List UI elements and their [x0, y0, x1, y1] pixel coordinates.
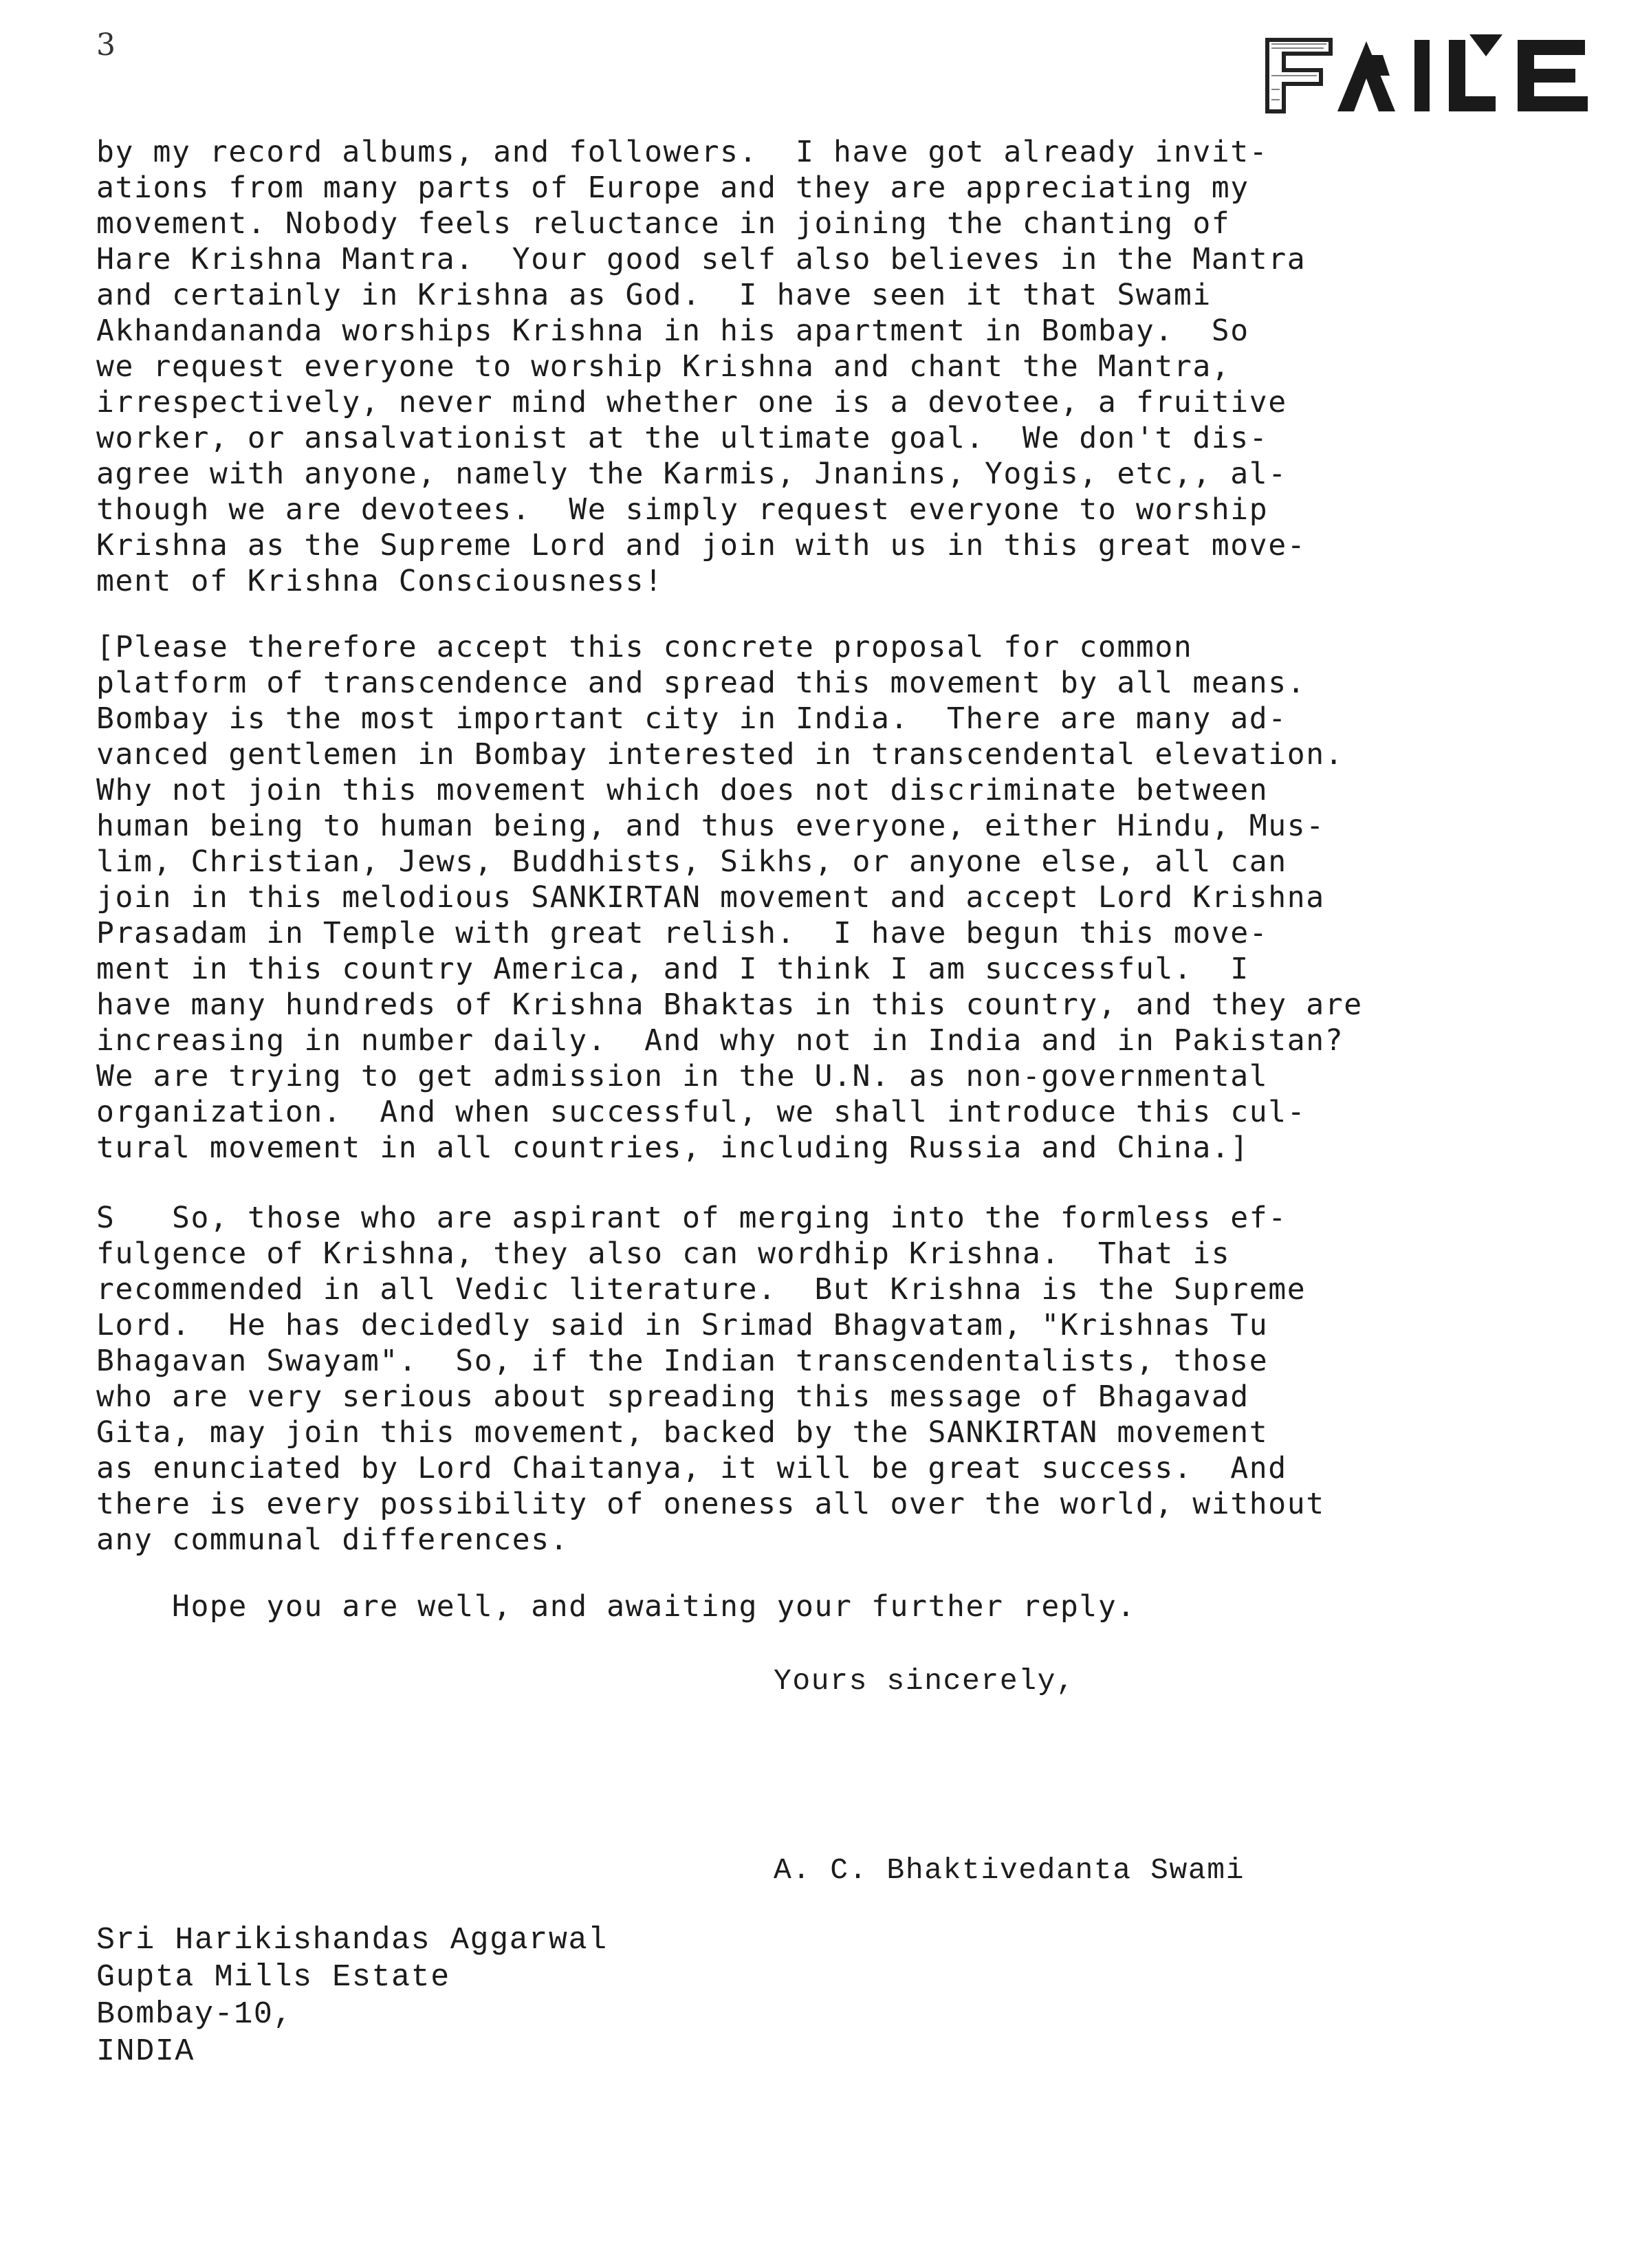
address-line-name: Sri Harikishandas Aggarwal [96, 1923, 608, 1958]
signature: A. C. Bhaktivedanta Swami [774, 1853, 1245, 1887]
body-paragraph-3: S So, those who are aspirant of merging into the formless ef- fulgence of Krishna, they also can wordhip Krishna. That is recommended in all Vedic literature. But Krishna is the Supreme Lord. He has decidedly said in Srimad Bhagvatam, "Krishnas Tu Bhagavan Swayam". So, if the Indian transcendentalists, those who are very serious about spreading this message of Bhagavad Gita, may join this movement, backed by the SANKIRTAN movement as enunciated by Lord Chaitanya, it will be great success. And there is every possibility of oneness all over the world, without any communal differences. [96, 1201, 1325, 1557]
file-stamp [1262, 28, 1599, 117]
closing: Yours sincerely, [774, 1664, 1075, 1698]
page-number: 3 [96, 28, 116, 63]
address-line-country: INDIA [96, 2034, 195, 2069]
recipient-address [96, 1922, 608, 2071]
body-paragraph-1: by my record albums, and followers. I have got already invit- ations from many parts of Europe and they are appreciating my movement. Nobody feels reluctance in joining the chanting of Hare Krishna Mantra. Your good self also believes in the Mantra and certainly in Krishna as God. I have seen it that Swami Akhandananda worships Krishna in his apartment in Bombay. So we request everyone to worship Krishna and chant the Mantra, irrespectively, never mind whether one is a devotee, a fruitive worker, or ansalvationist at the ultimate goal. We don't dis- agree with anyone, namely the Karmis, Jnanins, Yogis, etc,, al- though we are devotees. We simply request everyone to worship Krishna as the Supreme Lord and join with us in this great move- ment of Krishna Consciousness! [96, 135, 1306, 598]
address-line-city: Bombay-10, [96, 1997, 294, 2032]
address-line-estate: Gupta Mills Estate [96, 1960, 450, 1995]
body-paragraph-2: [Please therefore accept this concrete proposal for common platform of transcendence and spread this movement by all means. Bombay is the most important city in India. There are many ad- vanced gentlemen in Bombay interested in transcendental elevation. Why not join this movement which does not discriminate between human being to human being, and thus everyone, either Hindu, Mus- lim, Christian, Jews, Buddhists, Sikhs, or anyone else, all can join in this melodious SANKIRTAN movement and accept Lord Krishna Prasadam in Temple with great relish. I have begun this move- ment in this country America, and I think I am successful. I have many hundreds of Krishna Bhaktas in this country, and they are increasing in number daily. And why not in India and in Pakistan? We are trying to get admission in the U.N. as non-governmental organization. And when successful, we shall introduce this cul- tural movement in all countries, including Russia and China.] [96, 630, 1363, 1165]
body-paragraph-4: Hope you are well, and awaiting your further reply. [96, 1589, 1136, 1624]
